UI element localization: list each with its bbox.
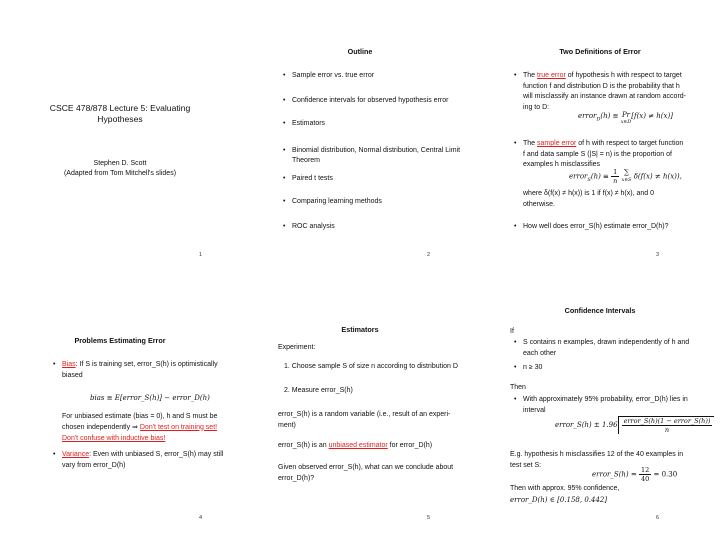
page-number: 6 [656,515,660,521]
bias-term: Bias [62,361,76,368]
outline-item: • Comparing learning methods [292,197,382,208]
example-line: test set S: [510,461,542,469]
definition-line: ing to D: [523,103,550,111]
condition-line: each other [523,349,557,357]
outline-item-continuation: Theorem [292,157,321,164]
bias-formula: bias ≡ E[error_S(h)] − error_D(h) [90,394,210,402]
given-line: error_D(h)? [278,474,315,482]
definition-line: will misclassify an instance drawn at random accord- [523,93,687,100]
then-confidence-line: Then with approx. 95% confidence, [510,485,620,492]
slide-title-line2: Hypotheses [97,114,143,124]
random-variable-line: ment) [278,421,296,429]
slide-heading: Estimators [341,325,379,334]
experiment-step-2: 2. Measure error_S(h) [284,387,353,394]
outline-item: • Binomial distribution, Normal distribution, Central Limit [292,146,460,157]
page-number: 3 [656,252,660,258]
random-variable-line: error_S(h) is a random variable (i.e., result of an experi- [278,411,451,418]
slide-5 [240,278,480,556]
author: Stephen D. Scott [93,160,147,167]
experiment-step-1: 1. Choose sample S of size n according to distribution D [284,363,458,370]
result-line: interval [523,406,546,414]
result-item: • With approximately 95% probability, error_D(h) lies in [523,395,688,406]
example-line: E.g. hypothesis h misclassifies 12 of the 40 examples in [510,451,684,458]
condition-item: • n ≥ 30 [523,363,542,374]
page-number: 1 [199,252,203,258]
definition-line: f and data sample S (|S| = n) is the proportion of [523,150,672,158]
page-number: 5 [427,515,431,521]
variance-line: vary from error_D(h) [62,461,126,469]
unbiased-line: chosen independently ⇒ Don't test on training set! [62,423,218,431]
estimate-question: • How well does error_S(h) estimate error_D(h)? [523,222,669,233]
confidence-interval-formula: error_S(h) ± 1.96 $\frac{\text{error\_S(h)(1 − error\_S(h))}}{n}$ [555,416,714,434]
true-error-definition: • The true error of hypothesis h with respect to target [523,71,713,82]
example-formula: error_S(h) = $\frac{12}{40}$ = 0.30 [592,466,678,483]
confidence-interval-result: error_D(h) ∈ [0.158, 0.442] [510,495,608,504]
page-number: 2 [427,252,431,258]
variance-term: Variance [62,451,90,458]
page-number: 4 [199,515,203,521]
slide-heading: Confidence Intervals [564,306,636,315]
true-error-formula: error$_D$(h) ≡ Pr x∈D[f(x) ≠ h(x)] [578,111,673,125]
slide-2 [240,0,480,278]
slide-1 [0,0,240,278]
definition-line: function f and distribution D is the probability that h [523,82,680,90]
slide-heading: Problems Estimating Error [74,336,166,345]
where-line: otherwise. [523,200,555,208]
if-label: If [510,328,514,335]
given-line: Given observed error_S(h), what can we conclude about [278,464,454,471]
bias-line: biased [62,371,83,379]
outline-item: • ROC analysis [292,222,335,233]
then-label: Then [510,384,526,391]
slide-4 [0,278,240,556]
affiliation: (Adapted from Tom Mitchell's slides) [63,170,177,177]
slide-3 [480,0,720,278]
condition-item: • S contains n examples, drawn independently of h and [523,338,689,349]
dont-test-warning: Don't test on training set! [139,423,218,431]
slide-heading: Outline [347,47,373,56]
outline-item: • Estimators [292,119,325,130]
sample-error-definition: • The sample error of h with respect to target function [523,139,713,150]
experiment-label: Experiment: [278,344,316,351]
slide-6 [480,278,720,556]
bias-item: • Bias: If S is training set, error_S(h) is optimistically [62,360,237,371]
sample-error-term: sample error [537,140,577,147]
dont-confuse-warning: Don't confuse with inductive bias! [62,435,166,442]
slide-heading: Two Definitions of Error [559,47,641,56]
unbiased-estimator-line: error_S(h) is an unbiased estimator for error_D(h) [278,442,433,449]
where-line: where δ(f(x) ≠ h(x)) is 1 if f(x) ≠ h(x), and 0 [523,190,654,197]
slide-title-line1: CSCE 478/878 Lecture 5: Evaluating [49,103,191,113]
definition-line: examples h misclassifies [523,161,601,168]
variance-item: • Variance: Even with unbiased S, error_S(h) may still [62,450,237,461]
outline-item: • Paired t tests [292,174,333,185]
outline-item: • Sample error vs. true error [292,71,374,82]
outline-item: • Confidence intervals for observed hypothesis error [292,96,448,107]
true-error-term: true error [537,72,566,79]
unbiased-estimator-term: unbiased estimator [328,442,388,449]
unbiased-line: For unbiased estimate (bias = 0), h and S must be [62,413,218,420]
sample-error-formula: error$_S$(h) ≡ $\frac{1}{n}$ ∑ x∈S δ(f(x) ≠ h(x)), [569,168,682,185]
